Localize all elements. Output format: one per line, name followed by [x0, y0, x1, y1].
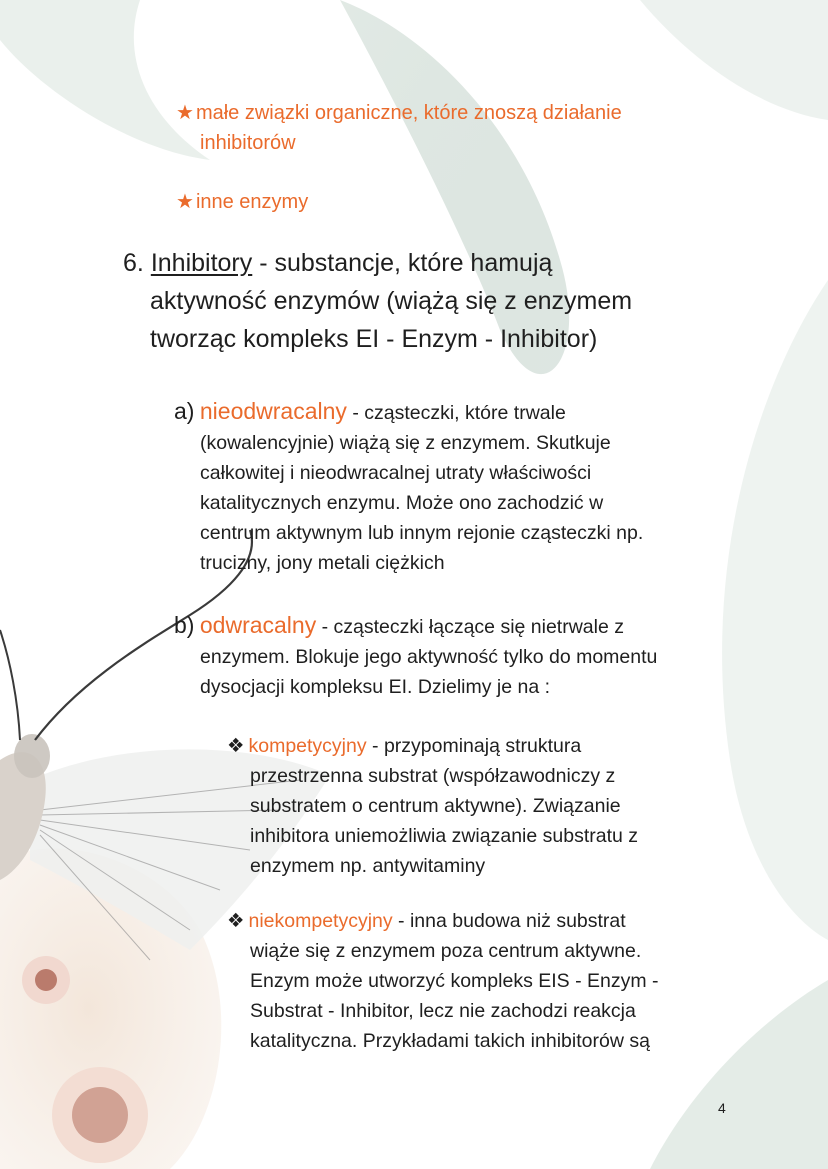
section-number: 6.	[123, 249, 144, 277]
section-heading-line: tworząc kompleks EI - Enzym - Inhibitor)	[150, 325, 598, 353]
diamond-bullet-icon: ❖	[227, 735, 245, 757]
sub-item-line: katalityczna. Przykładami takich inhibitorów są	[250, 1030, 650, 1052]
item-b	[174, 610, 657, 702]
list-item-text: inne enzymy	[195, 191, 309, 213]
item-a	[174, 396, 643, 578]
page-number: 4	[718, 1100, 726, 1116]
sub-item-line: inhibitora uniemożliwia związanie substratu z	[250, 825, 639, 847]
list-item	[176, 187, 308, 217]
sub-item-line: substratem o centrum aktywne). Związanie	[250, 795, 621, 817]
sub-item-term: kompetycyjny	[248, 735, 367, 757]
item-term: nieodwracalny	[199, 398, 347, 424]
sub-item-line: Enzym może utworzyć kompleks EIS - Enzym -	[250, 970, 659, 992]
sub-item-line: przestrzenna substrat (współzawodniczy z	[250, 765, 616, 787]
sub-item-line: enzymem np. antywitaminy	[250, 855, 486, 877]
sub-item-line: wiąże się z enzymem poza centrum aktywne.	[250, 940, 642, 962]
item-line: enzymem. Blokuje jego aktywność tylko do momentu	[200, 646, 658, 668]
item-line: centrum aktywnym lub innym rejonie cząsteczki np.	[200, 522, 644, 544]
diamond-bullet-icon: ❖	[227, 910, 245, 932]
leaf-top-right	[640, 0, 828, 120]
item-marker: b)	[174, 612, 195, 638]
item-line: (kowalencyjnie) wiążą się z enzymem. Skutkuje	[200, 432, 611, 454]
item-line: całkowitej i nieodwracalnej utraty właściwości	[200, 462, 592, 484]
sub-item-noncompetitive	[227, 906, 659, 1056]
section-heading	[123, 244, 632, 358]
item-line: dysocjacji kompleksu EI. Dzielimy je na :	[200, 676, 551, 698]
section-term: Inhibitory	[150, 249, 253, 277]
leaf-right	[722, 280, 828, 940]
sub-item-text: - przypominają struktura	[366, 735, 582, 757]
item-marker: a)	[174, 398, 195, 424]
list-item-text: małe związki organiczne, które znoszą działanie	[195, 102, 622, 124]
list-item	[176, 98, 622, 158]
sub-item-line: Substrat - Inhibitor, lecz nie zachodzi reakcja	[250, 1000, 636, 1022]
list-item-text-continued: inhibitorów	[200, 132, 296, 154]
item-term: odwracalny	[199, 612, 317, 638]
section-heading-text: - substancje, które hamują	[252, 249, 553, 277]
sub-item-term: niekompetycyjny	[248, 910, 393, 932]
star-icon: ★	[176, 191, 194, 213]
butterfly-antenna-2	[0, 630, 20, 740]
item-text: - cząsteczki, które trwale	[346, 402, 566, 424]
item-line: katalitycznych enzymu. Może ono zachodzić w	[200, 492, 604, 514]
section-heading-line: aktywność enzymów (wiążą się z enzymem	[150, 287, 633, 315]
butterfly-head	[14, 734, 50, 778]
sub-item-text: - inna budowa niż substrat	[392, 910, 626, 932]
item-text: - cząsteczki łączące się nietrwale z	[316, 616, 624, 638]
sub-item-competitive	[227, 731, 638, 881]
star-icon: ★	[176, 102, 194, 124]
leaf-bottom-right	[650, 980, 828, 1169]
item-line: trucizny, jony metali ciężkich	[200, 552, 445, 574]
